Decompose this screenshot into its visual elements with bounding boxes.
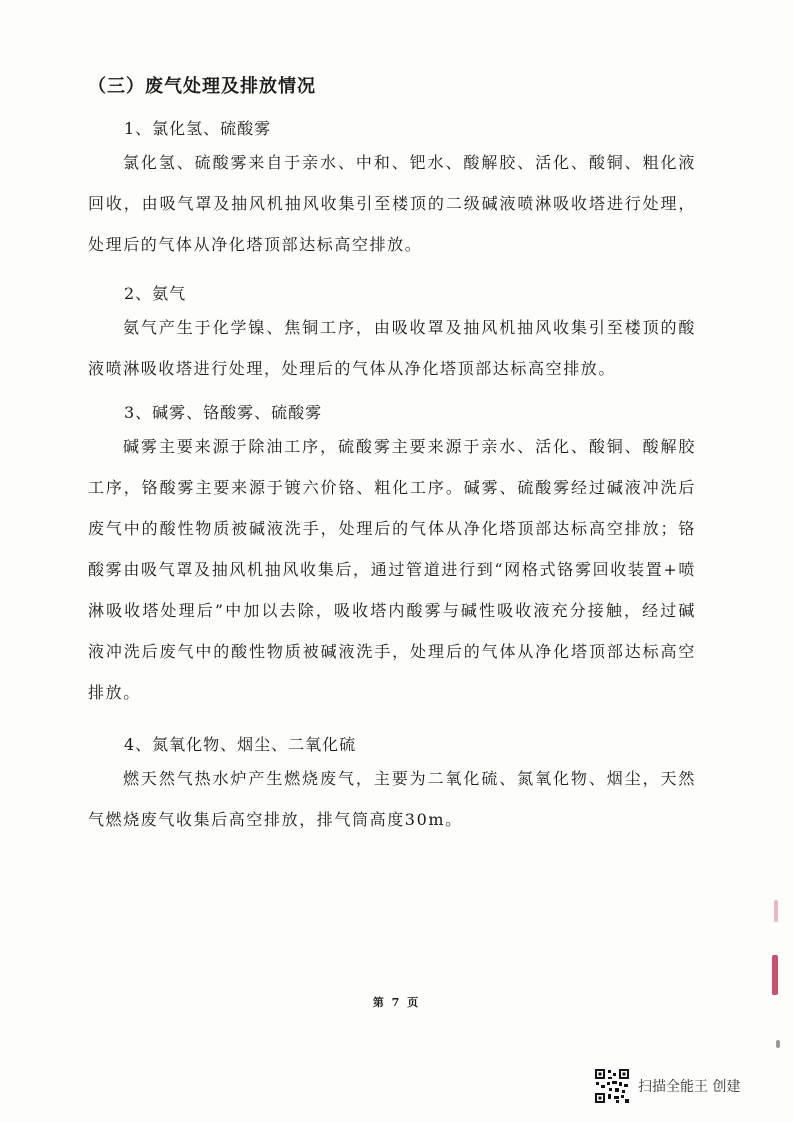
paragraph-hcl-sulfuric-mist: 氯化氢、硫酸雾来自于亲水、中和、钯水、酸解胶、活化、酸铜、粗化液回收，由吸气罩及抽风机抽风收集引至楼顶的二级碱液喷淋吸收塔进行处理，处理后的气体从净化塔顶部达标高空排放。 (88, 153, 696, 254)
subheading-hcl-sulfuric-mist: 1、氯化氢、硫酸雾 (124, 119, 272, 138)
scan-edge-mark (772, 955, 778, 995)
paragraph-nox-dust-so2: 燃天然气热水炉产生燃烧废气，主要为二氧化硫、氮氧化物、烟尘，天然气燃烧废气收集后高空排放，排气筒高度30m。 (88, 769, 696, 829)
subheading-nox-dust-so2: 4、氮氧化物、烟尘、二氧化硫 (124, 735, 357, 754)
scanner-watermark (594, 1068, 740, 1104)
scan-edge-mark (776, 1040, 780, 1048)
subheading-ammonia: 2、氨气 (124, 284, 187, 303)
paragraph-alkali-chromic-mist: 碱雾主要来源于除油工序，硫酸雾主要来源于亲水、活化、酸铜、酸解胶工序，铬酸雾主要来源于镀六价铬、粗化工序。碱雾、硫酸雾经过碱液冲洗后废气中的酸性物质被碱液洗手，处理后的气体从净化塔顶部达标高空排放；铬酸雾由吸气罩及抽风机抽风收集后，通过管道进行到“网格式铬雾回收装置+喷淋吸收塔处理后”中加以去除，吸收塔内酸雾与碱性吸收液充分接触，经过碱液冲洗后废气中的酸性物质被碱液洗手，处理后的气体从净化塔顶部达标高空排放。 (88, 437, 696, 702)
page-number: 第 7 页 (372, 996, 421, 1009)
scan-edge-mark (774, 900, 778, 922)
subheading-alkali-chromic-mist: 3、碱雾、铬酸雾、硫酸雾 (124, 403, 323, 422)
paragraph-ammonia: 氨气产生于化学镍、焦铜工序，由吸收罩及抽风机抽风收集引至楼顶的酸液喷淋吸收塔进行处理，处理后的气体从净化塔顶部达标高空排放。 (88, 318, 696, 378)
qr-code-icon (594, 1068, 630, 1104)
scanner-label: 扫描全能王 创建 (638, 1079, 741, 1095)
section-heading: （三）废气处理及排放情况 (88, 76, 316, 97)
